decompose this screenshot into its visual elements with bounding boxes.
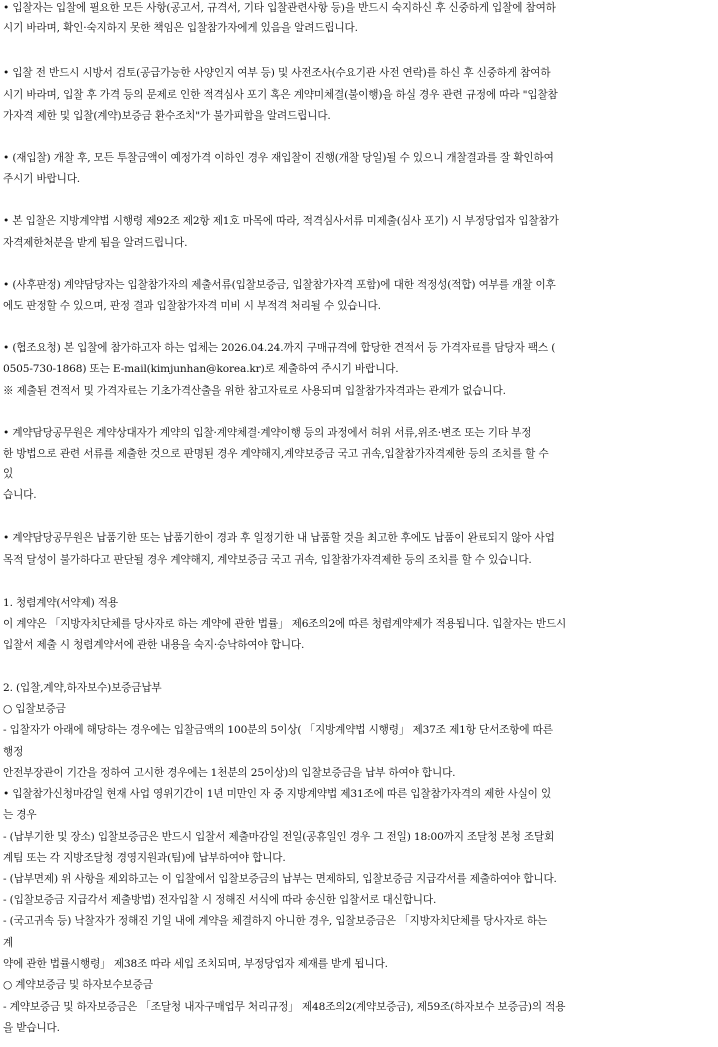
text-line: 에도 판정할 수 있으며, 판정 결과 입찰참가자격 미비 시 부적격 처리될 수 있습니다.	[3, 300, 381, 312]
text-line: 시기 바라며, 확인·숙지하지 못한 책임은 입찰참가자에게 있음을 알려드립니다.	[3, 22, 358, 34]
text-line: • (사후판정) 계약담당자는 입찰참가자의 제출서류(입찰보증금, 입찰참가자격 포함)에 대한 적정성(적합) 여부를 개찰 이후	[3, 279, 556, 291]
text-line: 안전부장관이 기간을 정하여 고시한 경우에는 1천분의 25이상)의 입찰보증금을 납부 하여야 합니다.	[3, 767, 456, 779]
text-line: 을 받습니다.	[3, 1022, 60, 1034]
text-line: • 계약담당공무원은 납품기한 또는 납품기한이 경과 후 일정기한 내 납품할 것을 최고한 후에도 납품이 완료되지 않아 사업	[3, 532, 555, 544]
subsection-heading: ○ 계약보증금 및 하자보수보증금	[3, 979, 153, 991]
text-line: • 입찰참가신청마감일 현재 사업 영위기간이 1년 미만인 자 중 지방계약법 제31조에 따른 입찰참가자격의 제한 사실이 있	[3, 788, 552, 800]
text-line: 는 경우	[3, 809, 37, 821]
subsection-heading: ○ 입찰보증금	[3, 703, 66, 715]
text-line: • (협조요청) 본 입찰에 참가하고자 하는 업체는 2026.04.24.까지 구매규격에 합당한 견적서 등 가격자료를 담당자 팩스 (	[3, 342, 556, 354]
text-line: 있	[3, 468, 14, 480]
text-line: - (납부면제) 위 사항을 제외하고는 이 입찰에서 입찰보증금의 납부는 면제하되, 입찰보증금 지급각서를 제출하여야 합니다.	[3, 873, 557, 885]
text-line: • 본 입찰은 지방계약법 시행령 제92조 제2항 제1호 마목에 따라, 적격심사서류 미제출(심사 포기) 시 부정당업자 입찰참가	[3, 215, 559, 227]
text-line: - 입찰자가 아래에 해당하는 경우에는 입찰금액의 100분의 5이상( 「지방계약법 시행령」 제37조 제1항 단서조항에 따른	[3, 724, 553, 736]
text-line: 가자격 제한 및 입찰(계약)보증금 환수조치"가 불가피함을 알려드립니다.	[3, 110, 331, 122]
text-line: • (재입찰) 개찰 후, 모든 투찰금액이 예정가격 이하인 경우 재입찰이 진행(개찰 당일)될 수 있으니 개찰결과를 잘 확인하여	[3, 152, 554, 164]
text-line: - (입찰보증금 지급각서 제출방법) 전자입찰 시 정해진 서식에 따라 송신한 입찰서로 대신합니다.	[3, 894, 437, 906]
text-line: 습니다.	[3, 489, 37, 501]
section-heading: 1. 청렴계약(서약제) 적용	[3, 597, 118, 609]
text-line: • 계약담당공무원은 계약상대자가 계약의 입찰·계약체결·계약이행 등의 과정에서 허위 서류,위조·변조 또는 기타 부정	[3, 427, 532, 439]
text-line: ※ 제출된 견적서 및 가격자료는 기초가격산출을 위한 참고자료로 사용되며 입찰참가자격과는 관계가 없습니다.	[3, 385, 506, 397]
text-line: - (국고귀속 등) 낙찰자가 정해진 기일 내에 계약을 체결하지 아니한 경우, 입찰보증금은 「지방자치단체를 당사자로 하는	[3, 915, 548, 927]
section-heading: 2. (입찰,계약,하자보수)보증금납부	[3, 682, 162, 694]
text-line: - 계약보증금 및 하자보증금은 「조달청 내자구매업무 처리규정」 제48조의2(계약보증금), 제59조(하자보수 보증금)의 적용	[3, 1001, 566, 1013]
text-line: 시기 바라며, 입찰 후 가격 등의 문제로 인한 적격심사 포기 혹은 계약미체결(불이행)을 하실 경우 관련 규정에 따라 "입찰참	[3, 89, 558, 101]
text-line: 행정	[3, 746, 24, 758]
text-line: 입찰서 제출 시 청렴계약서에 관한 내용을 숙지·승낙하여야 합니다.	[3, 639, 305, 651]
text-line: 0505-730-1868) 또는 E-mail(kimjunhan@korea.kr)로 제출하여 주시기 바랍니다.	[3, 363, 399, 375]
text-line: 자격제한처분을 받게 됨을 알려드립니다.	[3, 237, 188, 249]
text-line: 주시기 바랍니다.	[3, 173, 81, 185]
text-line: • 입찰자는 입찰에 필요한 모든 사항(공고서, 규격서, 기타 입찰관련사항 등)을 반드시 숙지하신 후 신중하게 입찰에 참여하	[3, 2, 556, 14]
text-line: 이 계약은 「지방자치단체를 당사자로 하는 계약에 관한 법률」 제6조의2에 따른 청렴계약제가 적용됩니다. 입찰자는 반드시	[3, 618, 567, 630]
text-line: • 입찰 전 반드시 시방서 검토(공급가능한 사양인지 여부 등) 및 사전조사(수요기관 사전 연락)를 하신 후 신중하게 참여하	[3, 67, 551, 79]
text-line: 한 방법으로 관련 서류를 제출한 것으로 판명된 경우 계약해지,계약보증금 국고 귀속,입찰참가자격제한 등의 조치를 할 수	[3, 448, 549, 460]
text-line: 계	[3, 937, 14, 949]
text-line: 약에 관한 법률시행령」 제38조 따라 세입 조치되며, 부정당업자 제재를 받게 됩니다.	[3, 958, 388, 970]
text-line: 목적 달성이 불가하다고 판단될 경우 계약해지, 계약보증금 국고 귀속, 입찰참가자격제한 등의 조치를 할 수 있습니다.	[3, 554, 532, 566]
text-line: 계팀 또는 각 지방조달청 경영지원과(팀)에 납부하여야 합니다.	[3, 852, 286, 864]
text-line: - (납부기한 및 장소) 입찰보증금은 반드시 입찰서 제출마감일 전일(공휴일인 경우 그 전일) 18:00까지 조달청 본청 조달회	[3, 831, 555, 843]
